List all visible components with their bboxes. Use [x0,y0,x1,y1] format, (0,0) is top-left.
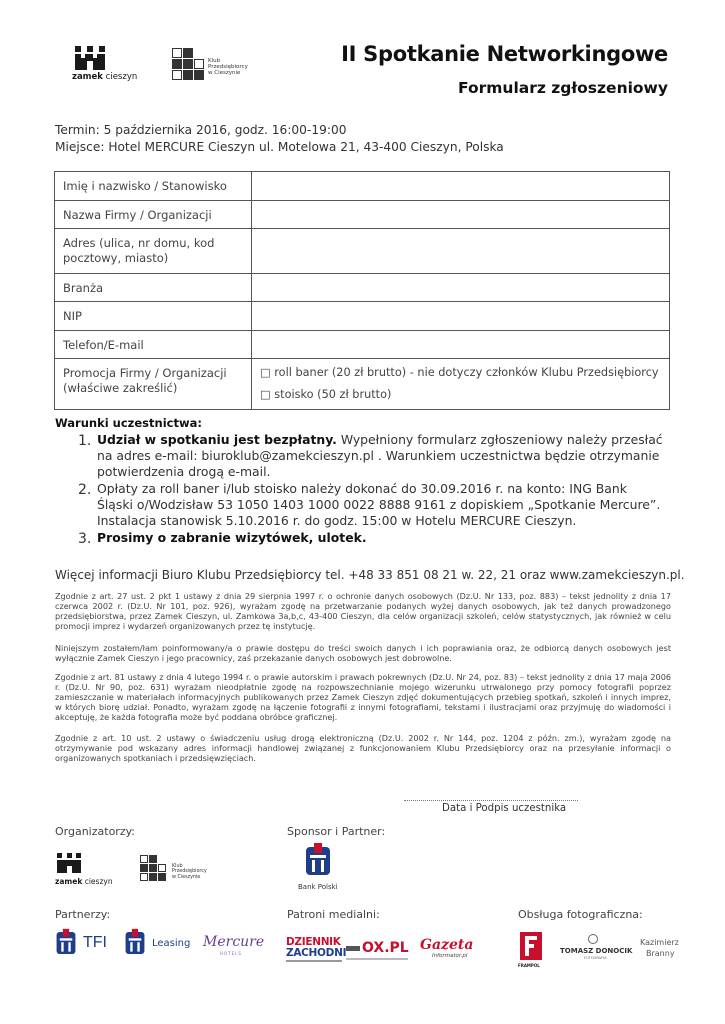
frampol-icon [520,932,542,960]
zamek-logo-rest: cieszyn [82,877,113,886]
form-field-company[interactable] [252,201,670,229]
condition-number: 3. [78,531,92,547]
condition-bold: Prosimy o zabranie wizytówek, ulotek. [97,530,367,545]
form-field-name[interactable] [252,172,670,201]
klub-line-2: Przedsiębiorcy [208,64,248,70]
promo-option-rollbaner-label: roll baner (20 zł brutto) - nie dotyczy członków Klubu Przedsiębiorcy [274,366,659,379]
signature-line[interactable] [404,800,578,801]
gazeta-text: Gazeta [420,937,474,953]
condition-item-3 [55,530,665,546]
partners-label: Partnerzy: [55,908,111,921]
condition-item-2 [55,481,665,529]
legal-paragraph-1: Zgodnie z art. 27 ust. 2 pkt 1 ustawy z dnia 29 sierpnia 1997 r. o ochronie danych osobowych (Dz.U. Nr 133, poz. 883) – tekst jednolity z dnia 17 czerwca 2002 r. (Dz.U. Nr 101, poz. 926), wyrażam zgodę na przetwarzanie podanych wyżej danych osobowych, jak też danych prowadzonego przedsiębiorstwa, przez Zamek Cieszyn, ul. Zamkowa 3a,b,c, 43-400 Cieszyn, dla celów organizacji szkoleń, celów statystycznych, jak również w celu promocji imprez i wydarzeń organizowanych przez tę instytucję. [55,591,671,632]
promo-option-stoisko[interactable] [260,384,661,406]
form-label-industry: Branża [55,274,252,302]
form-label-name: Imię i nazwisko / Stanowisko [55,172,252,201]
organizers-label: Organizatorzy: [55,825,136,838]
legal-paragraph-2: Niniejszym zostałem/łam poinformowany/a o prawie dostępu do treści swoich danych i ich poprawiania oraz, że odbiorcą danych osobowych jest wyłącznie Zamek Cieszyn i jego pracownicy, zaś przekazanie danych osobowych jest dobrowolne. [55,643,671,664]
oxpl-text: OX.PL [362,940,409,956]
partner-pko-tfi-logo [55,928,115,962]
zamek-logo-bold: zamek [72,72,103,82]
condition-number: 1. [78,433,92,449]
klub-line-1: Klub [172,864,183,869]
form-field-promo [252,359,670,410]
zamek-logo-rest: cieszyn [102,72,138,82]
gazeta-sub: Informator.pl [432,953,468,959]
signature-label: Data i Podpis uczestnika [442,803,567,814]
klub-squares-icon [140,855,168,883]
dziennik-text-2: ZACHODNI [286,947,347,959]
klub-line-1: Klub [208,58,221,64]
partner-tfi-text: TFI [83,934,107,951]
camera-icon [588,934,598,944]
media-oxpl-logo [346,940,412,962]
media-gazeta-logo [420,937,476,965]
media-dziennik-logo [286,936,346,966]
event-place: Miejsce: Hotel MERCURE Cieszyn ul. Motelowa 21, 43-400 Cieszyn, Polska [55,140,504,154]
sponsor-name: Bank Polski [298,883,338,891]
pko-icon [55,928,77,958]
mercure-sub: HOTELS [220,951,242,956]
form-field-industry[interactable] [252,274,670,302]
page-title: II Spotkanie Networkingowe [341,42,668,66]
partner-pko-leasing-logo [124,928,194,962]
condition-number: 2. [78,482,92,498]
klub-line-2: Przedsiębiorcy [172,869,207,875]
klub-squares-icon [172,48,204,80]
legal-paragraph-4: Zgodnie z art. 10 ust. 2 ustawy o świadczeniu usług drogą elektroniczną (Dz.U. 2002 r. Nr 144, poz. 1204 z późn. zm.), wyrażam zgodę na otrzymywanie pod wskazany adres informacji handlowej związanej z funkcjonowaniem Klubu Przedsiębiorcy oraz na przesyłanie informacji o organizowanych spotkaniach i przedsięwzięciach. [55,733,671,764]
pko-sponsor-logo [298,843,342,895]
partner-mercure-logo [203,934,263,962]
castle-icon [75,46,105,70]
checkbox-icon[interactable]: □ [260,388,271,401]
klub-line-3: w Cieszynie [172,874,201,880]
zamek-cieszyn-logo [72,46,142,86]
condition-bold: Udział w spotkaniu jest bezpłatny. [97,432,337,447]
zamek-logo-bold: zamek [55,877,83,886]
form-label-contact: Telefon/E-mail [55,331,252,359]
registration-form-table [54,171,670,410]
photo-frampol-logo [518,932,544,970]
photo-label: Obsługa fotograficzna: [518,908,643,921]
condition-text: Opłaty za roll baner i/lub stoisko należy dokonać do 30.09.2016 r. na konto: ING Bank Śląski o/Wodzisław 53 1050 1403 1000 0022 8888 9161 z dopiskiem „Spotkanie Mercure”. Instalacja stanowisk 5.10.2016 r. do godz. 15:00 w Hotelu MERCURE Cieszyn. [97,481,661,528]
page-subtitle: Formularz zgłoszeniowy [458,79,668,97]
photo-branny-logo [640,938,684,964]
form-label-nip: NIP [55,302,252,331]
klub-line-3: w Cieszynie [208,70,241,76]
form-field-contact[interactable] [252,331,670,359]
event-date: Termin: 5 października 2016, godz. 16:00-19:00 [55,123,347,137]
frampol-text: FRAMPOL [518,963,540,968]
dziennik-text-1: DZIENNIK [286,936,341,948]
more-info: Więcej informacji Biuro Klubu Przedsiębiorcy tel. +48 33 851 08 21 w. 22, 21 oraz www.zamekcieszyn.pl. [55,568,685,582]
sponsor-label: Sponsor i Partner: [287,825,386,838]
branny-text-2: Branny [646,949,675,958]
form-label-company: Nazwa Firmy / Organizacji [55,201,252,229]
condition-text: Wypełniony formularz zgłoszeniowy należy przesłać na adres e-mail: biuroklub@zamekcieszyn.pl . Warunkiem uczestnictwa będzie otrzymanie potwierdzenia drogą e-mail. [97,432,663,479]
condition-item-1 [55,432,665,480]
klub-przedsiebiorcy-logo [172,48,262,82]
pko-icon [124,928,146,958]
branny-text-1: Kazimierz [640,938,679,947]
conditions-heading: Warunki uczestnictwa: [55,416,202,430]
media-label: Patroni medialni: [287,908,380,921]
form-label-address: Adres (ulica, nr domu, kod pocztowy, miasto) [55,229,252,274]
photo-donocik-logo [560,934,633,964]
donocik-sub: FOTOGRAFIA [584,956,607,960]
mercure-text: Mercure [203,934,265,950]
promo-option-stoisko-label: stoisko (50 zł brutto) [274,388,392,401]
organizer-klub-logo [140,855,220,885]
partner-leasing-text: Leasing [152,938,191,949]
conditions-list [55,432,665,547]
checkbox-icon[interactable]: □ [260,366,271,379]
castle-icon [57,853,81,873]
form-label-promo: Promocja Firmy / Organizacji (właściwe zakreślić) [55,359,252,410]
form-field-nip[interactable] [252,302,670,331]
organizer-zamek-logo [55,853,115,887]
form-field-address[interactable] [252,229,670,274]
donocik-text: TOMASZ DONOCIK [560,947,633,955]
pko-bank-icon [304,843,332,879]
legal-paragraph-3: Zgodnie z art. 81 ustawy z dnia 4 lutego 1994 r. o prawie autorskim i prawach pokrewnych (Dz.U. Nr 24, poz. 83) – tekst jednolity z dnia 17 maja 2006 r. (Dz.U. Nr 90, poz. 631) wyrażam nieodpłatnie zgodę na rozpowszechnianie mojego wizerunku utrwalonego przy pomocy fotografii poprzez zamieszczanie w materiałach informacyjnych publikowanych przez Zamek Cieszyn zdjęć dokumentujących przebieg spotkań, szkoleń i innych imprez, w których biorę udział. Ponadto, wyrażam zgodę na łączenie fotografii z innymi fotografiami, tekstami i ilustracjami oraz przyjmuję do wiadomości i akceptuję, że każda fotografia może być poddana obróbce graficznej. [55,672,671,723]
promo-option-rollbaner[interactable] [260,362,661,384]
